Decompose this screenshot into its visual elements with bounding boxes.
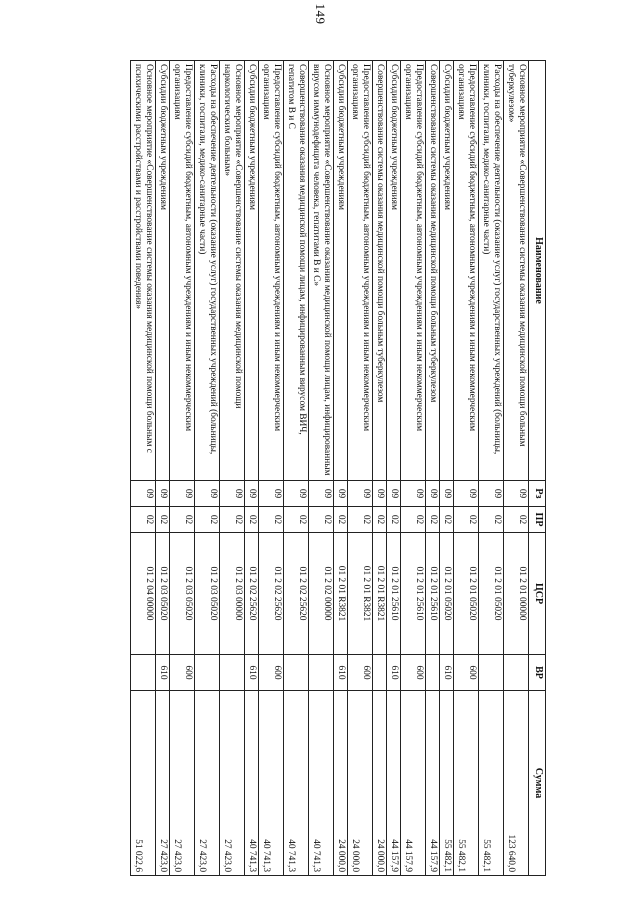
table-body bbox=[131, 61, 529, 876]
cell-name: Субсидии бюджетным учреждениям bbox=[156, 61, 170, 481]
cell-name: Предоставление субсидий бюджетным, автономным учреждениям и иным некоммерческим организациям bbox=[348, 61, 373, 481]
cell-name: Расходы на обеспечение деятельности (оказание услуг) государственных учреждений (больницы, клиники, госпитали, медико-санитарные части) bbox=[479, 61, 504, 481]
header-name: Наименование bbox=[529, 61, 546, 481]
cell-vr: 610 bbox=[334, 655, 348, 691]
cell-name: Предоставление субсидий бюджетным, автономным учреждениям и иным некоммерческим организациям bbox=[454, 61, 479, 481]
table-row bbox=[170, 61, 195, 876]
cell-rz: 09 bbox=[245, 481, 259, 507]
cell-csr: 01 2 01 25610 bbox=[387, 533, 401, 655]
cell-rz: 09 bbox=[387, 481, 401, 507]
table-row bbox=[309, 61, 334, 876]
cell-sum: 24 000,0 bbox=[373, 691, 387, 876]
header-rz: Рз bbox=[529, 481, 546, 507]
cell-sum: 40 741,3 bbox=[309, 691, 334, 876]
cell-pr: 02 bbox=[259, 507, 284, 533]
cell-csr: 01 2 02 00000 bbox=[309, 533, 334, 655]
cell-csr: 01 2 01 05020 bbox=[479, 533, 504, 655]
cell-pr: 02 bbox=[454, 507, 479, 533]
cell-name: Предоставление субсидий бюджетным, автономным учреждениям и иным некоммерческим организациям bbox=[401, 61, 426, 481]
cell-vr: 600 bbox=[401, 655, 426, 691]
cell-vr: 610 bbox=[156, 655, 170, 691]
cell-pr: 02 bbox=[504, 507, 529, 533]
cell-csr: 01 2 01 R3821 bbox=[334, 533, 348, 655]
budget-table bbox=[130, 60, 546, 876]
table-row bbox=[245, 61, 259, 876]
cell-sum: 27 423,0 bbox=[156, 691, 170, 876]
cell-name: Основное мероприятие «Совершенствование системы оказания медицинской помощи больным туберкулезом» bbox=[504, 61, 529, 481]
cell-vr: 600 bbox=[454, 655, 479, 691]
cell-rz: 09 bbox=[195, 481, 220, 507]
cell-vr bbox=[504, 655, 529, 691]
table-row bbox=[401, 61, 426, 876]
cell-sum: 40 741,3 bbox=[284, 691, 309, 876]
cell-csr: 01 2 02 25620 bbox=[259, 533, 284, 655]
cell-name: Совершенствование оказания медицинской помощи лицам, инфицированным вирусом ВИЧ, гепатитом B и C bbox=[284, 61, 309, 481]
cell-pr: 02 bbox=[170, 507, 195, 533]
cell-csr: 01 2 03 05020 bbox=[195, 533, 220, 655]
cell-sum: 27 423,0 bbox=[195, 691, 220, 876]
cell-csr: 01 2 01 05020 bbox=[440, 533, 454, 655]
table-row bbox=[284, 61, 309, 876]
table-row bbox=[220, 61, 245, 876]
cell-rz: 09 bbox=[479, 481, 504, 507]
table-row bbox=[454, 61, 479, 876]
table-row bbox=[479, 61, 504, 876]
cell-vr bbox=[284, 655, 309, 691]
cell-pr: 02 bbox=[284, 507, 309, 533]
cell-sum: 51 022,6 bbox=[131, 691, 156, 876]
cell-pr: 02 bbox=[373, 507, 387, 533]
cell-sum: 24 000,0 bbox=[348, 691, 373, 876]
header-row bbox=[529, 61, 546, 876]
table-row bbox=[334, 61, 348, 876]
cell-vr bbox=[309, 655, 334, 691]
cell-rz: 09 bbox=[156, 481, 170, 507]
cell-vr: 610 bbox=[245, 655, 259, 691]
cell-vr: 600 bbox=[170, 655, 195, 691]
cell-pr: 02 bbox=[387, 507, 401, 533]
cell-csr: 01 2 01 00000 bbox=[504, 533, 529, 655]
table-row bbox=[504, 61, 529, 876]
cell-csr: 01 2 02 25620 bbox=[284, 533, 309, 655]
header-sum: Сумма bbox=[529, 691, 546, 876]
cell-sum: 27 423,0 bbox=[220, 691, 245, 876]
cell-rz: 09 bbox=[454, 481, 479, 507]
cell-sum: 27 423,0 bbox=[170, 691, 195, 876]
cell-pr: 02 bbox=[334, 507, 348, 533]
cell-name: Основное мероприятие «Совершенствование оказания медицинской помощи лицам, инфицированным вирусом иммунодефицита человека, гепатитами B и C» bbox=[309, 61, 334, 481]
cell-rz: 09 bbox=[131, 481, 156, 507]
cell-rz: 09 bbox=[220, 481, 245, 507]
cell-name: Совершенствование системы оказания медицинской помощи больным туберкулезом bbox=[373, 61, 387, 481]
header-pr: ПР bbox=[529, 507, 546, 533]
cell-name: Субсидии бюджетным учреждениям bbox=[387, 61, 401, 481]
table-row bbox=[426, 61, 440, 876]
cell-pr: 02 bbox=[401, 507, 426, 533]
cell-csr: 01 2 03 05020 bbox=[156, 533, 170, 655]
cell-vr bbox=[373, 655, 387, 691]
table-row bbox=[373, 61, 387, 876]
cell-sum: 55 482,1 bbox=[479, 691, 504, 876]
cell-rz: 09 bbox=[440, 481, 454, 507]
page-number: 149 bbox=[313, 3, 328, 25]
header-vr: ВР bbox=[529, 655, 546, 691]
cell-rz: 09 bbox=[259, 481, 284, 507]
table-row bbox=[259, 61, 284, 876]
cell-vr: 600 bbox=[348, 655, 373, 691]
cell-name: Субсидии бюджетным учреждениям bbox=[245, 61, 259, 481]
cell-rz: 09 bbox=[334, 481, 348, 507]
cell-csr: 01 2 02 25620 bbox=[245, 533, 259, 655]
table-row bbox=[156, 61, 170, 876]
table-row bbox=[131, 61, 156, 876]
cell-pr: 02 bbox=[131, 507, 156, 533]
table-row bbox=[348, 61, 373, 876]
cell-vr bbox=[426, 655, 440, 691]
cell-rz: 09 bbox=[348, 481, 373, 507]
cell-pr: 02 bbox=[245, 507, 259, 533]
cell-csr: 01 2 01 25610 bbox=[426, 533, 440, 655]
cell-pr: 02 bbox=[440, 507, 454, 533]
rotated-table-container bbox=[84, 60, 546, 875]
cell-sum: 55 482,1 bbox=[454, 691, 479, 876]
cell-sum: 44 157,9 bbox=[401, 691, 426, 876]
table-row bbox=[387, 61, 401, 876]
cell-rz: 09 bbox=[373, 481, 387, 507]
cell-rz: 09 bbox=[504, 481, 529, 507]
cell-rz: 09 bbox=[170, 481, 195, 507]
header-csr: ЦСР bbox=[529, 533, 546, 655]
cell-rz: 09 bbox=[284, 481, 309, 507]
cell-name: Субсидии бюджетным учреждениям bbox=[440, 61, 454, 481]
cell-vr bbox=[479, 655, 504, 691]
cell-csr: 01 2 01 R3821 bbox=[348, 533, 373, 655]
cell-vr bbox=[220, 655, 245, 691]
cell-sum: 24 000,0 bbox=[334, 691, 348, 876]
cell-name: Основное мероприятие «Совершенствование системы оказания медицинской помощи больным с психическими расстройствами и расстройствами поведения» bbox=[131, 61, 156, 481]
cell-rz: 09 bbox=[426, 481, 440, 507]
cell-pr: 02 bbox=[348, 507, 373, 533]
cell-rz: 09 bbox=[309, 481, 334, 507]
cell-pr: 02 bbox=[426, 507, 440, 533]
cell-vr: 610 bbox=[440, 655, 454, 691]
cell-sum: 40 741,3 bbox=[245, 691, 259, 876]
cell-sum: 44 157,9 bbox=[387, 691, 401, 876]
table-row bbox=[440, 61, 454, 876]
cell-csr: 01 2 03 05020 bbox=[170, 533, 195, 655]
cell-sum: 123 640,0 bbox=[504, 691, 529, 876]
cell-rz: 09 bbox=[401, 481, 426, 507]
cell-pr: 02 bbox=[220, 507, 245, 533]
cell-name: Основное мероприятие «Совершенствование системы оказания медицинской помощи наркологическим больным» bbox=[220, 61, 245, 481]
cell-vr: 600 bbox=[259, 655, 284, 691]
cell-pr: 02 bbox=[309, 507, 334, 533]
cell-sum: 44 157,9 bbox=[426, 691, 440, 876]
table-header bbox=[529, 61, 546, 876]
cell-pr: 02 bbox=[195, 507, 220, 533]
cell-csr: 01 2 04 00000 bbox=[131, 533, 156, 655]
cell-sum: 55 482,1 bbox=[440, 691, 454, 876]
cell-vr bbox=[131, 655, 156, 691]
cell-vr: 610 bbox=[387, 655, 401, 691]
cell-name: Расходы на обеспечение деятельности (оказание услуг) государственных учреждений (больницы, клиники, госпитали, медико-санитарные части) bbox=[195, 61, 220, 481]
cell-csr: 01 2 01 25610 bbox=[401, 533, 426, 655]
cell-name: Совершенствование системы оказания медицинской помощи больным туберкулезом bbox=[426, 61, 440, 481]
cell-name: Субсидии бюджетным учреждениям bbox=[334, 61, 348, 481]
table-row bbox=[195, 61, 220, 876]
cell-pr: 02 bbox=[156, 507, 170, 533]
cell-pr: 02 bbox=[479, 507, 504, 533]
cell-name: Предоставление субсидий бюджетным, автономным учреждениям и иным некоммерческим организациям bbox=[170, 61, 195, 481]
cell-csr: 01 2 01 R3821 bbox=[373, 533, 387, 655]
cell-sum: 40 741,3 bbox=[259, 691, 284, 876]
cell-vr bbox=[195, 655, 220, 691]
cell-name: Предоставление субсидий бюджетным, автономным учреждениям и иным некоммерческим организациям bbox=[259, 61, 284, 481]
cell-csr: 01 2 01 05020 bbox=[454, 533, 479, 655]
cell-csr: 01 2 03 00000 bbox=[220, 533, 245, 655]
